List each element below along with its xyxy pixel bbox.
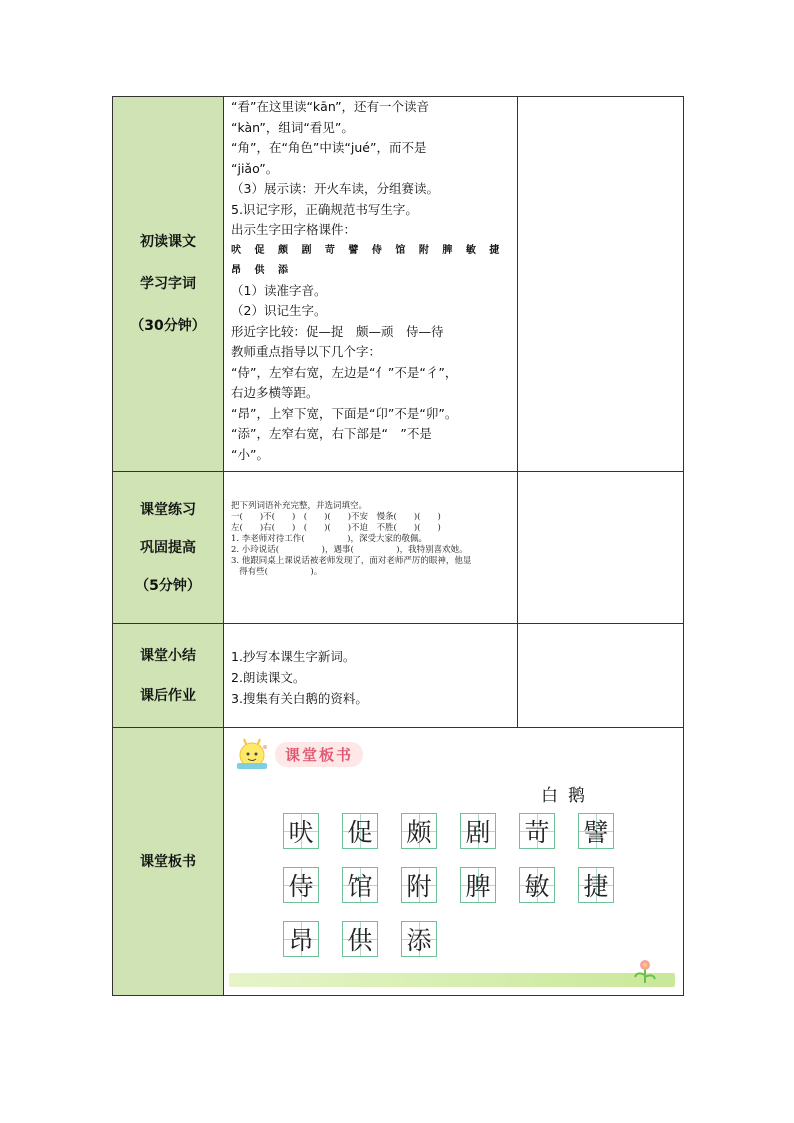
content-line: （3）展示读：开火车读，分组赛读。 — [231, 181, 439, 196]
cartoon-bulb-icon — [235, 737, 271, 771]
exercise-line: 1. 李老师对待工作( )，深受大家的敬佩。 — [231, 534, 427, 544]
homework-line: 2.朗读课文。 — [231, 670, 306, 685]
row-label-practice — [113, 472, 223, 623]
tian-grid-char: 吠 — [283, 813, 319, 849]
board-badge — [235, 737, 363, 771]
content-line: 形近字比较：促—捉 颇—顽 侍—待 — [231, 323, 444, 339]
flower-icon — [627, 957, 663, 985]
content-line: （1）读准字音。 — [231, 282, 327, 298]
exercise-line: 3. 他跟同桌上课说话被老师发现了，面对老师严厉的眼神，他显 — [231, 556, 472, 566]
tian-grid-char: 苛 — [519, 813, 555, 849]
board-grass-strip — [229, 973, 675, 987]
label-line: 初读课文 — [140, 234, 196, 250]
content-line: “jiǎo”。 — [231, 160, 279, 176]
board-char-row — [283, 867, 637, 903]
tian-grid-char: 颇 — [401, 813, 437, 849]
row-label-summary — [113, 624, 223, 727]
content-line: 右边多横等距。 — [231, 385, 319, 400]
tian-grid-char: 附 — [401, 867, 437, 903]
label-line: 巩固提高 — [140, 539, 196, 556]
tian-grid-char: 譬 — [578, 813, 614, 849]
tian-grid-char: 促 — [342, 813, 378, 849]
exercise-line: 得有些( )。 — [231, 567, 323, 577]
label-line: （5分钟） — [135, 577, 201, 594]
content-line: “kàn”，组词“看见”。 — [231, 119, 354, 135]
content-line: “角”，在“角色”中读“jué”，而不是 — [231, 140, 427, 155]
reading-content — [231, 97, 504, 465]
column-divider — [517, 97, 518, 727]
label-line: 课堂练习 — [140, 501, 196, 518]
blackboard-design — [223, 729, 683, 995]
content-line: 出示生字田字格课件： — [231, 222, 357, 237]
content-line: “小”。 — [231, 446, 269, 462]
exercise-line: 2. 小玲说话( )，遇事( )，我特别喜欢她。 — [231, 545, 468, 555]
homework-line: 1.抄写本课生字新词。 — [231, 649, 356, 664]
exercise-image — [231, 501, 471, 578]
homework-line: 3.搜集有关白鹅的资料。 — [231, 691, 368, 706]
board-badge-text: 课堂板书 — [275, 742, 363, 767]
exercise-line: 一( )不( ) ( )( )不安 慢条( )( ) — [231, 512, 441, 522]
label-line: 课堂板书 — [140, 853, 196, 870]
lesson-plan-table — [112, 96, 684, 996]
tian-grid-char: 捷 — [578, 867, 614, 903]
board-title: 白鹅 — [541, 786, 595, 806]
tian-grid-char: 昂 — [283, 921, 319, 957]
new-characters-line: 昂 供 添 — [231, 264, 293, 276]
content-line: “昂”，上窄下宽，下面是“卬”不是“卯”。 — [231, 405, 458, 421]
content-line: 教师重点指导以下几个字： — [231, 344, 382, 359]
label-line: 学习字词 — [140, 276, 196, 292]
exercise-line: 把下列词语补充完整，并选词填空。 — [231, 501, 368, 511]
tian-grid-char: 侍 — [283, 867, 319, 903]
tian-grid-char: 敏 — [519, 867, 555, 903]
tian-grid-char: 脾 — [460, 867, 496, 903]
content-line: “侍”，左窄右宽，左边是“亻”不是“彳”， — [231, 364, 458, 380]
tian-grid-char: 剧 — [460, 813, 496, 849]
tian-grid-char: 添 — [401, 921, 437, 957]
homework-content — [231, 646, 368, 709]
label-line: 课堂小结 — [140, 647, 196, 664]
board-char-row — [283, 921, 460, 957]
exercise-line: 左( )右( ) ( )( )不迫 不胜( )( ) — [231, 523, 441, 533]
tian-grid-char: 馆 — [342, 867, 378, 903]
label-line: （30分钟） — [130, 318, 206, 334]
label-line: 课后作业 — [140, 687, 196, 704]
row-label-board — [113, 728, 223, 995]
board-char-row — [283, 813, 637, 849]
content-line: （2）识记生字。 — [231, 303, 327, 318]
content-line: “添”，左窄右宽，右下部是“ ”不是 — [231, 426, 432, 441]
row-label-reading — [113, 97, 223, 471]
new-characters-line: 吠 促 颇 剧 苛 譬 侍 馆 附 脾 敏 捷 — [231, 244, 505, 256]
content-line: 5.识记字形，正确规范书写生字。 — [231, 201, 418, 217]
tian-grid-char: 供 — [342, 921, 378, 957]
content-line: “看”在这里读“kān”，还有一个读音 — [231, 99, 430, 114]
